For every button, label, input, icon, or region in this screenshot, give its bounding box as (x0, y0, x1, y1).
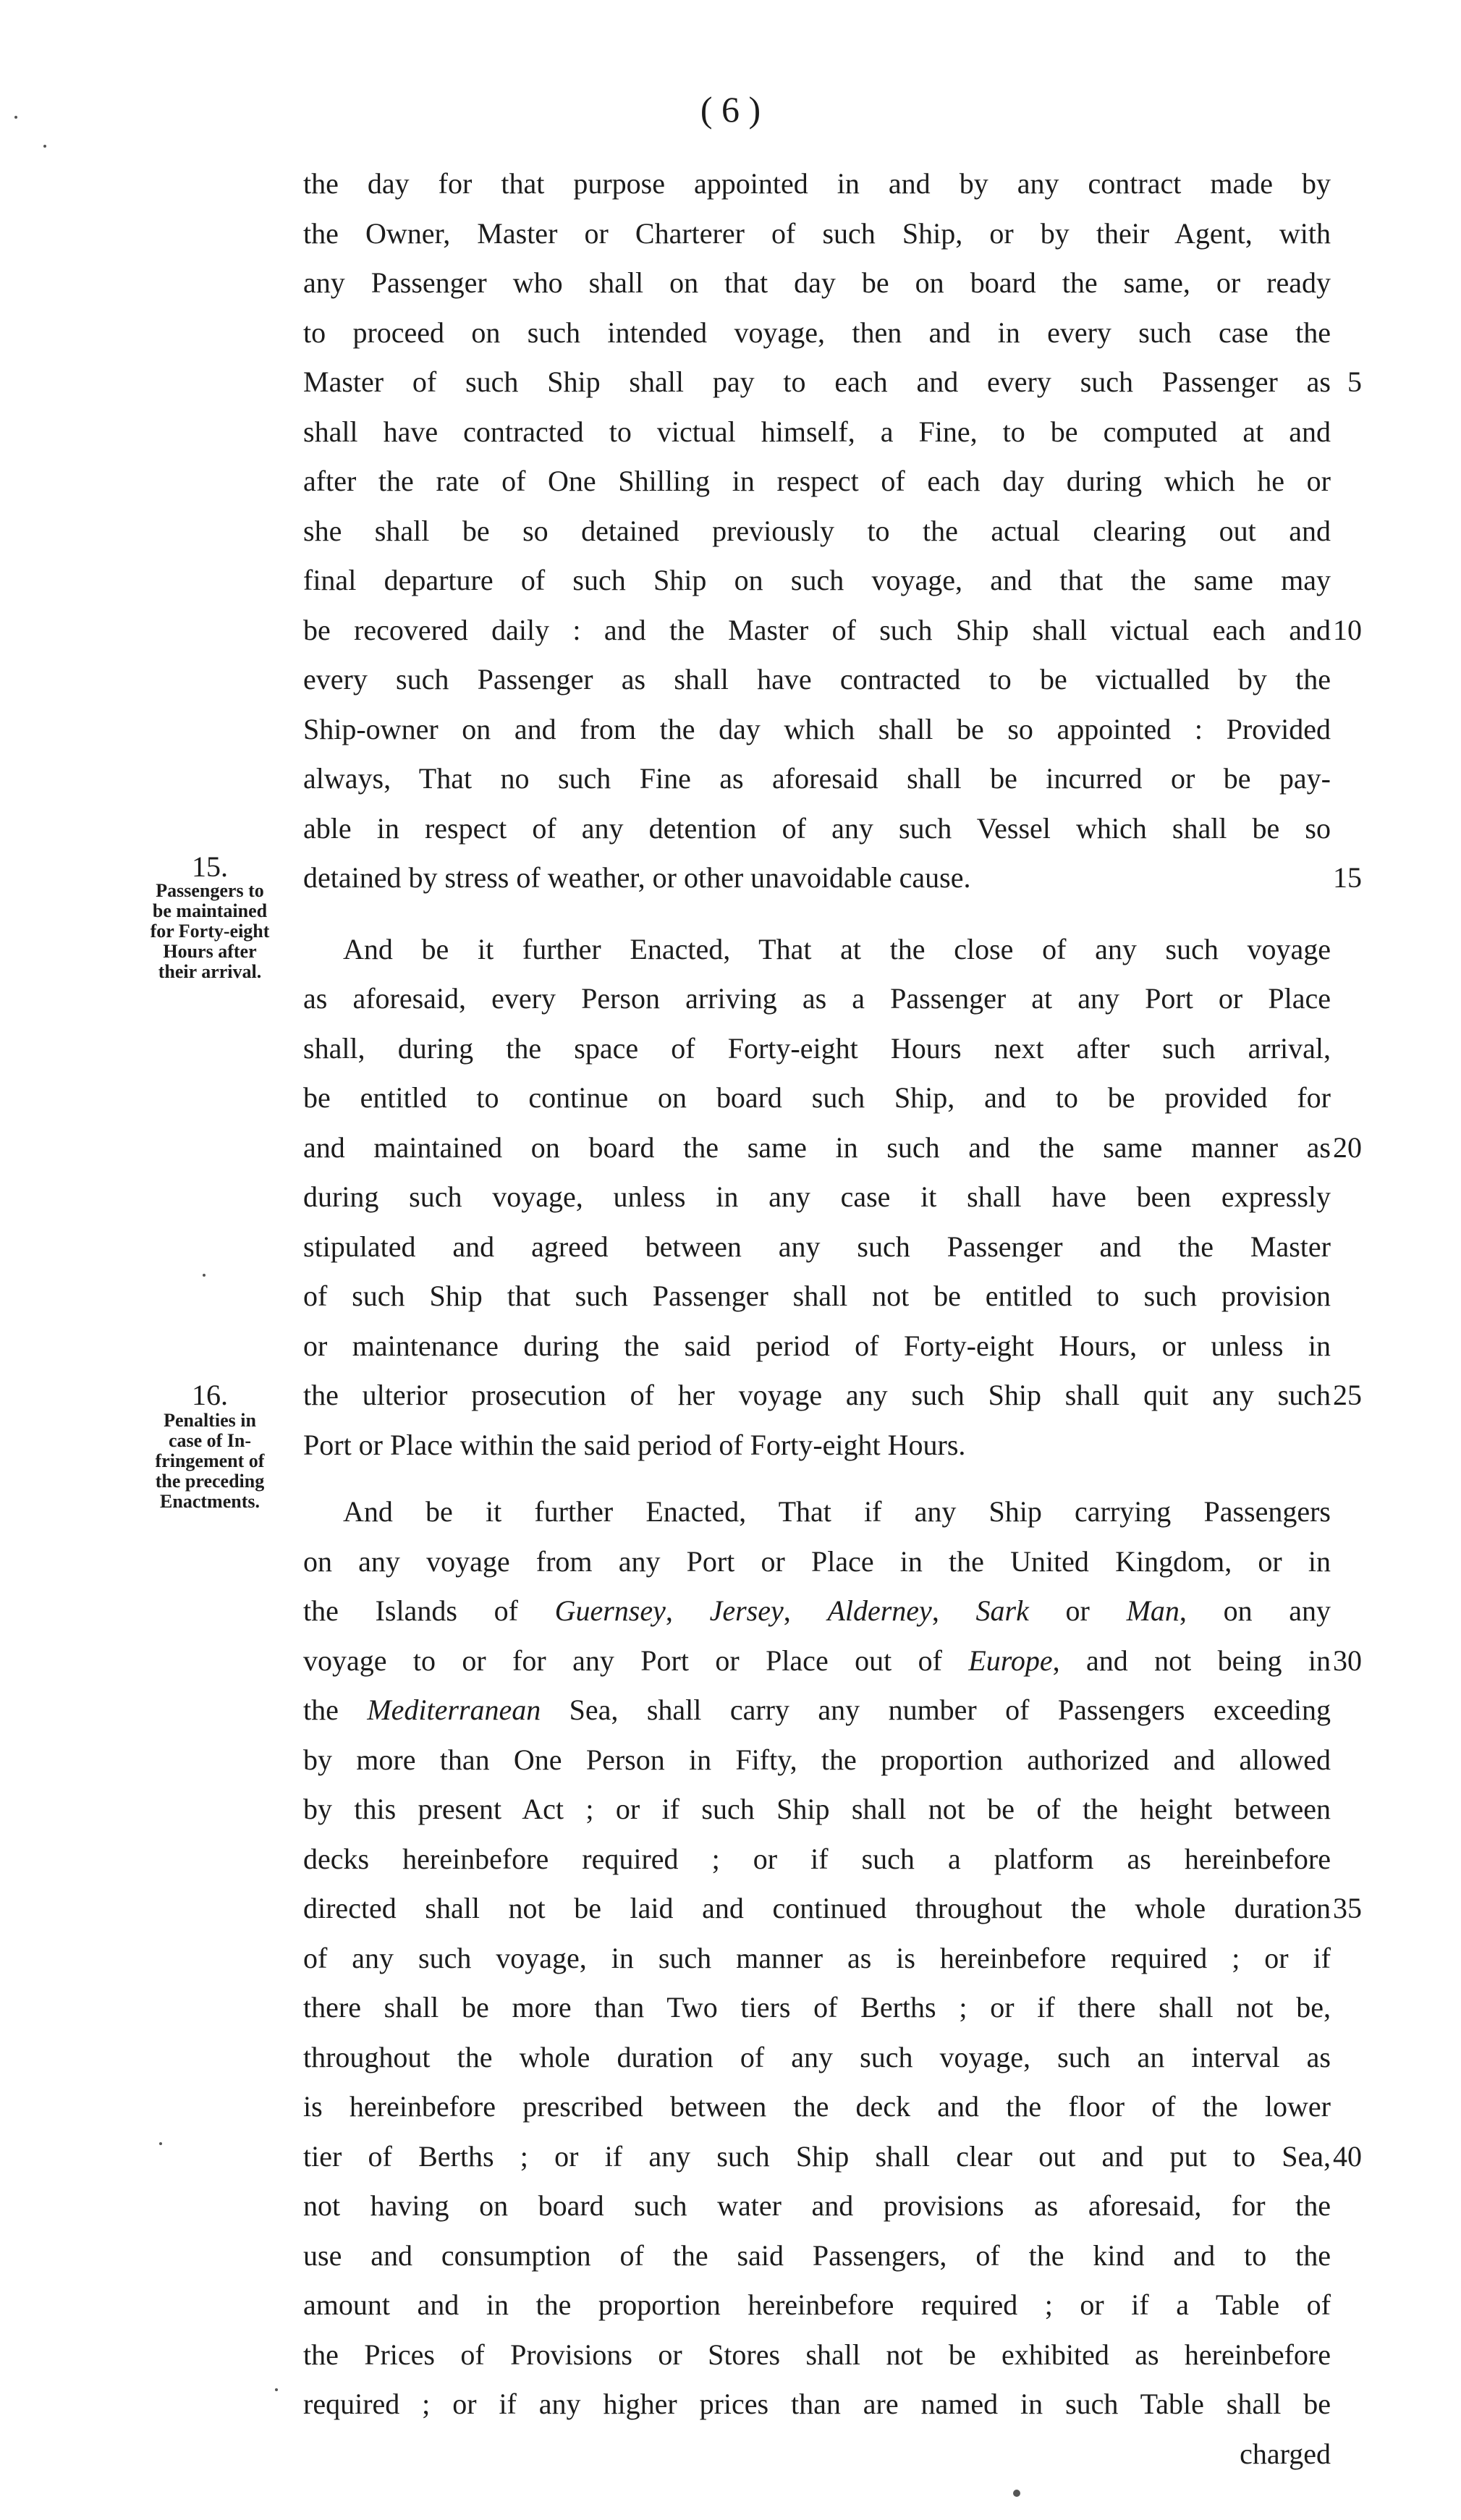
body-line-text: by more than One Person in Fifty, the proportion authorized and allowed (303, 1743, 1331, 1776)
body-line-text: of any such voyage, in such manner as is hereinbefore required ; or if (303, 1941, 1331, 1974)
body-line-text: decks hereinbefore required ; or if such a platform as hereinbefore (303, 1842, 1331, 1875)
body-line-text: And be it further Enacted, That if any Ship carrying Passengers (343, 1495, 1331, 1528)
line-number: 20 (1333, 1130, 1362, 1164)
body-line-text: she shall be so detained previously to the actual clearing out and (303, 514, 1331, 547)
body-line (303, 2132, 1331, 2181)
body-line-text: not having on board such water and provisions as aforesaid, for the (303, 2189, 1331, 2222)
body-line (303, 1983, 1331, 2032)
body-line-text: stipulated and agreed between any such Passenger and the Master (303, 1230, 1331, 1263)
body-line-text: and maintained on board the same in such and the same manner as (303, 1130, 1331, 1164)
line-number: 30 (1333, 1644, 1362, 1677)
line-number: 25 (1333, 1379, 1362, 1411)
body-line-text: Master of such Ship shall pay to each and every such Passenger as (303, 365, 1331, 398)
body-line (303, 2181, 1331, 2231)
section-number: 16. (192, 1379, 228, 1411)
body-line-text: on any voyage from any Port or Place in the United Kingdom, or in (303, 1544, 1331, 1578)
body-line-text: by this present Act ; or if such Ship shall not be of the height between (303, 1793, 1331, 1825)
mediterranean-word: Mediterranean (367, 1694, 541, 1726)
body-line (303, 1537, 1331, 1586)
body-line (303, 556, 1331, 605)
body-line (303, 1884, 1331, 1933)
scan-speck (203, 1274, 206, 1277)
scan-speck (43, 145, 46, 148)
body-line (303, 2082, 1331, 2131)
body-line (303, 457, 1331, 506)
body-line (303, 407, 1331, 457)
body-line-text: the ulterior prosecution of her voyage any such Ship shall quit any such (303, 1379, 1331, 1411)
europe-word: Europe (968, 1644, 1053, 1677)
scan-speck (14, 116, 17, 119)
body-line-text: Port or Place within the said period of Forty-eight Hours. (303, 1428, 966, 1461)
body-line-text: tier of Berths ; or if any such Ship shall clear out and put to Sea, (303, 2139, 1331, 2173)
margin-note-line: Enactments. (160, 1491, 260, 1512)
island-name: Man (1126, 1594, 1180, 1627)
body-line (303, 2033, 1331, 2082)
body-line-text: the Prices of Provisions or Stores shall not be exhibited as hereinbefore (303, 2338, 1331, 2371)
body-line (303, 1222, 1331, 1272)
body-line (303, 1123, 1331, 1172)
body-line-text: is hereinbefore prescribed between the deck and the floor of the lower (303, 2090, 1331, 2123)
body-line-text: use and consumption of the said Passengers, of the kind and to the (303, 2238, 1331, 2272)
body-line (303, 1785, 1331, 1834)
body-line-text: able in respect of any detention of any such Vessel which shall be so (303, 811, 1331, 845)
margin-note-line: Penalties in (164, 1410, 256, 1431)
line-number: 10 (1333, 613, 1362, 646)
body-line (303, 2280, 1331, 2330)
body-line-text: be entitled to continue on board such Ship, and to be provided for (303, 1081, 1331, 1114)
body-line (303, 2330, 1331, 2380)
body-line-text: shall have contracted to victual himself, a Fine, to be computed at and (303, 415, 1331, 448)
margin-note-line: be maintained (152, 900, 268, 921)
body-line-text: any Passenger who shall on that day be on board the same, or ready (303, 266, 1331, 299)
body-line (303, 2231, 1331, 2280)
margin-note-line: the preceding (155, 1471, 265, 1492)
body-line-text: after the rate of One Shilling in respect of each day during which he or (303, 465, 1331, 497)
body-line (303, 1172, 1331, 1222)
body-line (303, 1586, 1331, 1636)
body-line-text: final departure of such Ship on such voyage, and that the same may (303, 564, 1331, 596)
body-line (303, 974, 1331, 1023)
line-number: 5 (1347, 365, 1362, 398)
body-line (303, 1487, 1331, 1536)
body-line-text: shall, during the space of Forty-eight Hours next after such arrival, (303, 1031, 1331, 1065)
body-line (303, 754, 1331, 803)
line-number: 15 (1333, 861, 1362, 894)
body-line-text: directed shall not be laid and continued throughout the whole duration (303, 1892, 1331, 1924)
body-line (303, 1322, 1331, 1371)
separator: or (1028, 1594, 1127, 1627)
body-line (303, 804, 1331, 853)
body-line-text: as aforesaid, every Person arriving as a Passenger at any Port or Place (303, 982, 1331, 1015)
body-line-text: And be it further Enacted, That at the close of any such voyage (343, 932, 1331, 965)
body-line-text: be recovered daily : and the Master of such Ship shall victual each and (303, 613, 1331, 646)
margin-note-line: for Forty-eight (150, 921, 270, 942)
line-number: 40 (1333, 2139, 1362, 2173)
body-line-text: the (303, 1694, 368, 1726)
line-tail: , on any (1179, 1594, 1331, 1627)
body-line-text: of such Ship that such Passenger shall not be entitled to such provision (303, 1280, 1331, 1312)
body-line-text: always, That no such Fine as aforesaid shall be incurred or be pay- (303, 762, 1331, 795)
margin-note-line: fringement of (155, 1450, 265, 1471)
body-line (303, 1024, 1331, 1073)
line-number: 35 (1333, 1892, 1362, 1924)
body-line (303, 258, 1331, 308)
section-number: 15. (192, 850, 228, 883)
body-line (303, 1934, 1331, 1983)
body-line (303, 705, 1331, 754)
separator: , (665, 1594, 710, 1627)
body-line-text: voyage to or for any Port or Place out of (303, 1644, 969, 1677)
body-line (303, 1272, 1331, 1321)
body-line-text: during such voyage, unless in any case it shall have been expressly (303, 1180, 1331, 1213)
island-name: Jersey (709, 1594, 784, 1627)
body-line (303, 1371, 1331, 1420)
island-name: Guernsey (554, 1594, 666, 1627)
body-line (303, 1073, 1331, 1122)
body-line-text: Ship-owner on and from the day which shall be so appointed : Provided (303, 712, 1331, 745)
body-line (303, 1421, 1331, 1470)
body-line-text: to proceed on such intended voyage, then and in every such case the (303, 316, 1331, 349)
body-line (303, 606, 1331, 655)
body-line (303, 655, 1331, 704)
island-name: Sark (975, 1594, 1029, 1627)
body-line (303, 209, 1331, 258)
separator: , (931, 1594, 976, 1627)
body-line-text: the Owner, Master or Charterer of such Ship, or by their Agent, with (303, 216, 1331, 250)
body-line (303, 507, 1331, 556)
body-line (303, 1636, 1331, 1686)
page-number: ( 6 ) (700, 89, 761, 130)
scan-speck (275, 2388, 278, 2391)
body-line (303, 159, 1331, 208)
line-tail: Sea, shall carry any number of Passengers exceeding (541, 1694, 1331, 1726)
body-line-text: every such Passenger as shall have contracted to be victualled by the (303, 663, 1331, 695)
margin-note-line: Hours after (163, 941, 257, 962)
line-tail: , and not being in (1052, 1644, 1331, 1677)
body-line (303, 853, 1331, 902)
body-line (303, 358, 1331, 407)
body-line-text: the Islands of (303, 1594, 555, 1627)
island-name: Alderney (827, 1594, 932, 1627)
body-line (303, 1686, 1331, 1735)
body-line (303, 1835, 1331, 1884)
body-line (303, 2430, 1331, 2479)
scan-speck (159, 2142, 162, 2145)
margin-note-line: Passengers to (156, 880, 264, 901)
body-line-text: detained by stress of weather, or other unavoidable cause. (303, 861, 971, 894)
body-line (303, 308, 1331, 358)
body-line-text: charged (1240, 2437, 1331, 2470)
margin-note-line: case of In- (168, 1430, 252, 1451)
margin-note-line: their arrival. (158, 961, 262, 982)
body-line-text: amount and in the proportion hereinbefore required ; or if a Table of (303, 2288, 1331, 2321)
body-line (303, 925, 1331, 974)
body-line (303, 2380, 1331, 2429)
body-line-text: throughout the whole duration of any such voyage, such an interval as (303, 2040, 1331, 2073)
separator: , (783, 1594, 828, 1627)
scan-speck (1013, 2490, 1020, 2497)
body-line-text: the day for that purpose appointed in and by any contract made by (303, 167, 1331, 200)
body-line-text: or maintenance during the said period of Forty-eight Hours, or unless in (303, 1329, 1331, 1362)
body-line (303, 1735, 1331, 1785)
body-line-text: required ; or if any higher prices than are named in such Table shall be (303, 2388, 1331, 2420)
body-line-text: there shall be more than Two tiers of Berths ; or if there shall not be, (303, 1991, 1331, 2024)
